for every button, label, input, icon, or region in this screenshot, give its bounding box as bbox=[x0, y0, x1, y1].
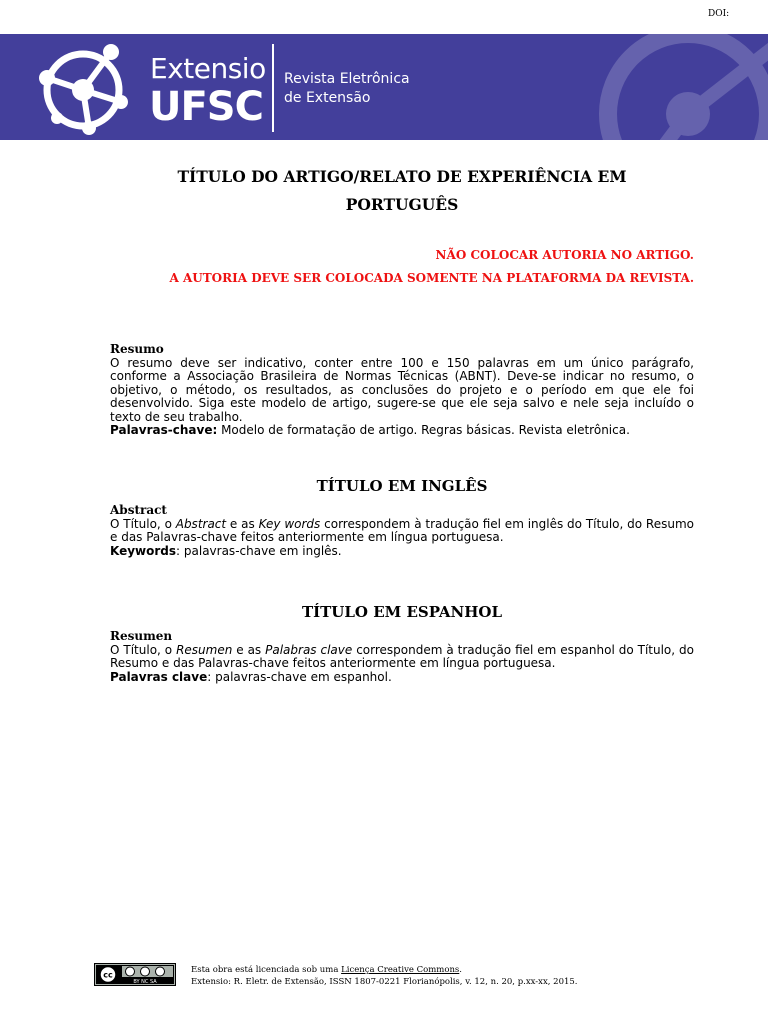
journal-subtitle-line2: de Extensão bbox=[284, 90, 371, 106]
abstract-term: Abstract bbox=[175, 516, 227, 531]
abstract-block bbox=[110, 504, 694, 558]
resumen-body-part: e as bbox=[232, 642, 266, 657]
abstract-body bbox=[110, 518, 694, 545]
resumen-body-part: O Título, o bbox=[110, 642, 177, 657]
svg-text:cc: cc bbox=[103, 970, 113, 980]
article-title-line1: TÍTULO DO ARTIGO/RELATO DE EXPERIÊNCIA EM bbox=[177, 167, 627, 186]
resumo-keywords-text: Modelo de formatação de artigo. Regras básicas. Revista eletrônica. bbox=[217, 423, 630, 437]
abstract-body-part: correspondem à tradução fiel em inglês do Título, do Resumo e das Palavras-chave feitos anteriormente em língua portuguesa. bbox=[110, 516, 694, 544]
resumen-keywords-label: Palavras clave bbox=[110, 669, 208, 684]
resumo-keywords bbox=[110, 424, 694, 438]
authorship-warning-line1: NÃO COLOCAR AUTORIA NO ARTIGO. bbox=[435, 248, 694, 262]
journal-banner bbox=[0, 34, 768, 140]
english-title: TÍTULO EM INGLÊS bbox=[316, 477, 488, 495]
spanish-title: TÍTULO EM ESPANHOL bbox=[301, 603, 503, 621]
resumo-body: O resumo deve ser indicativo, conter entre 100 e 150 palavras em um único parágrafo, conforme a Associação Brasileira de Normas Técnicas (ABNT). Deve-se indicar no resumo, o objetivo, o método, os resultados, as conclusões do projeto e o período em que ele foi desenvolvido. Siga este modelo de artigo, sugere-se que ele seja salvo e nele seja incluído o texto de seu trabalho. bbox=[110, 355, 694, 424]
resumen-term: Resumen bbox=[176, 642, 233, 657]
resumen-keywords bbox=[110, 671, 694, 685]
abstract-keywords bbox=[110, 545, 694, 559]
extensio-logo-icon bbox=[33, 40, 133, 135]
resumen-body bbox=[110, 644, 694, 671]
journal-subtitle-line1: Revista Eletrônica bbox=[284, 71, 410, 87]
abstract-body-part: O Título, o bbox=[110, 516, 176, 531]
doi-label: DOI: bbox=[708, 9, 730, 19]
resumen-body-part: correspondem à tradução fiel em espanhol do Título, do Resumo e das Palavras-chave feitos anteriormente em língua portuguesa. bbox=[110, 642, 694, 670]
license-footer bbox=[191, 964, 578, 988]
resumen-block bbox=[110, 630, 694, 684]
article-title-line2: PORTUGUÊS bbox=[345, 195, 459, 214]
abstract-keywords-label: Keywords bbox=[110, 543, 177, 558]
palabras-clave-term: Palabras clave bbox=[265, 642, 353, 657]
resumo-keywords-label: Palavras-chave: bbox=[110, 423, 218, 437]
citation-line: Extensio: R. Eletr. de Extensão, ISSN 1807-0221 Florianópolis, v. 12, n. 20, p.xx-xx, 2015. bbox=[191, 977, 578, 987]
license-line bbox=[191, 964, 578, 976]
resumo-block bbox=[110, 343, 694, 438]
license-link[interactable]: Licença Creative Commons bbox=[341, 965, 460, 975]
cc-badge-text: BY NC SA bbox=[133, 979, 157, 985]
network-watermark-icon bbox=[538, 34, 768, 140]
resumen-heading: Resumen bbox=[110, 629, 173, 643]
brand-divider bbox=[272, 44, 274, 132]
resumen-keywords-text: : palavras-chave em espanhol. bbox=[207, 669, 392, 684]
brand-org: UFSC bbox=[149, 84, 263, 130]
creative-commons-badge-icon[interactable] bbox=[94, 963, 176, 986]
authorship-warning-line2: A AUTORIA DEVE SER COLOCADA SOMENTE NA PLATAFORMA DA REVISTA. bbox=[169, 271, 694, 285]
resumo-heading: Resumo bbox=[110, 342, 164, 356]
keywords-term: Key words bbox=[258, 516, 321, 531]
brand-name: Extensio bbox=[150, 52, 266, 85]
abstract-keywords-text: : palavras-chave em inglês. bbox=[176, 543, 342, 558]
article-title bbox=[110, 163, 694, 219]
license-suffix: . bbox=[459, 965, 462, 975]
abstract-body-part: e as bbox=[226, 516, 259, 531]
license-prefix: Esta obra está licenciada sob uma bbox=[191, 965, 342, 975]
abstract-heading: Abstract bbox=[110, 503, 167, 517]
